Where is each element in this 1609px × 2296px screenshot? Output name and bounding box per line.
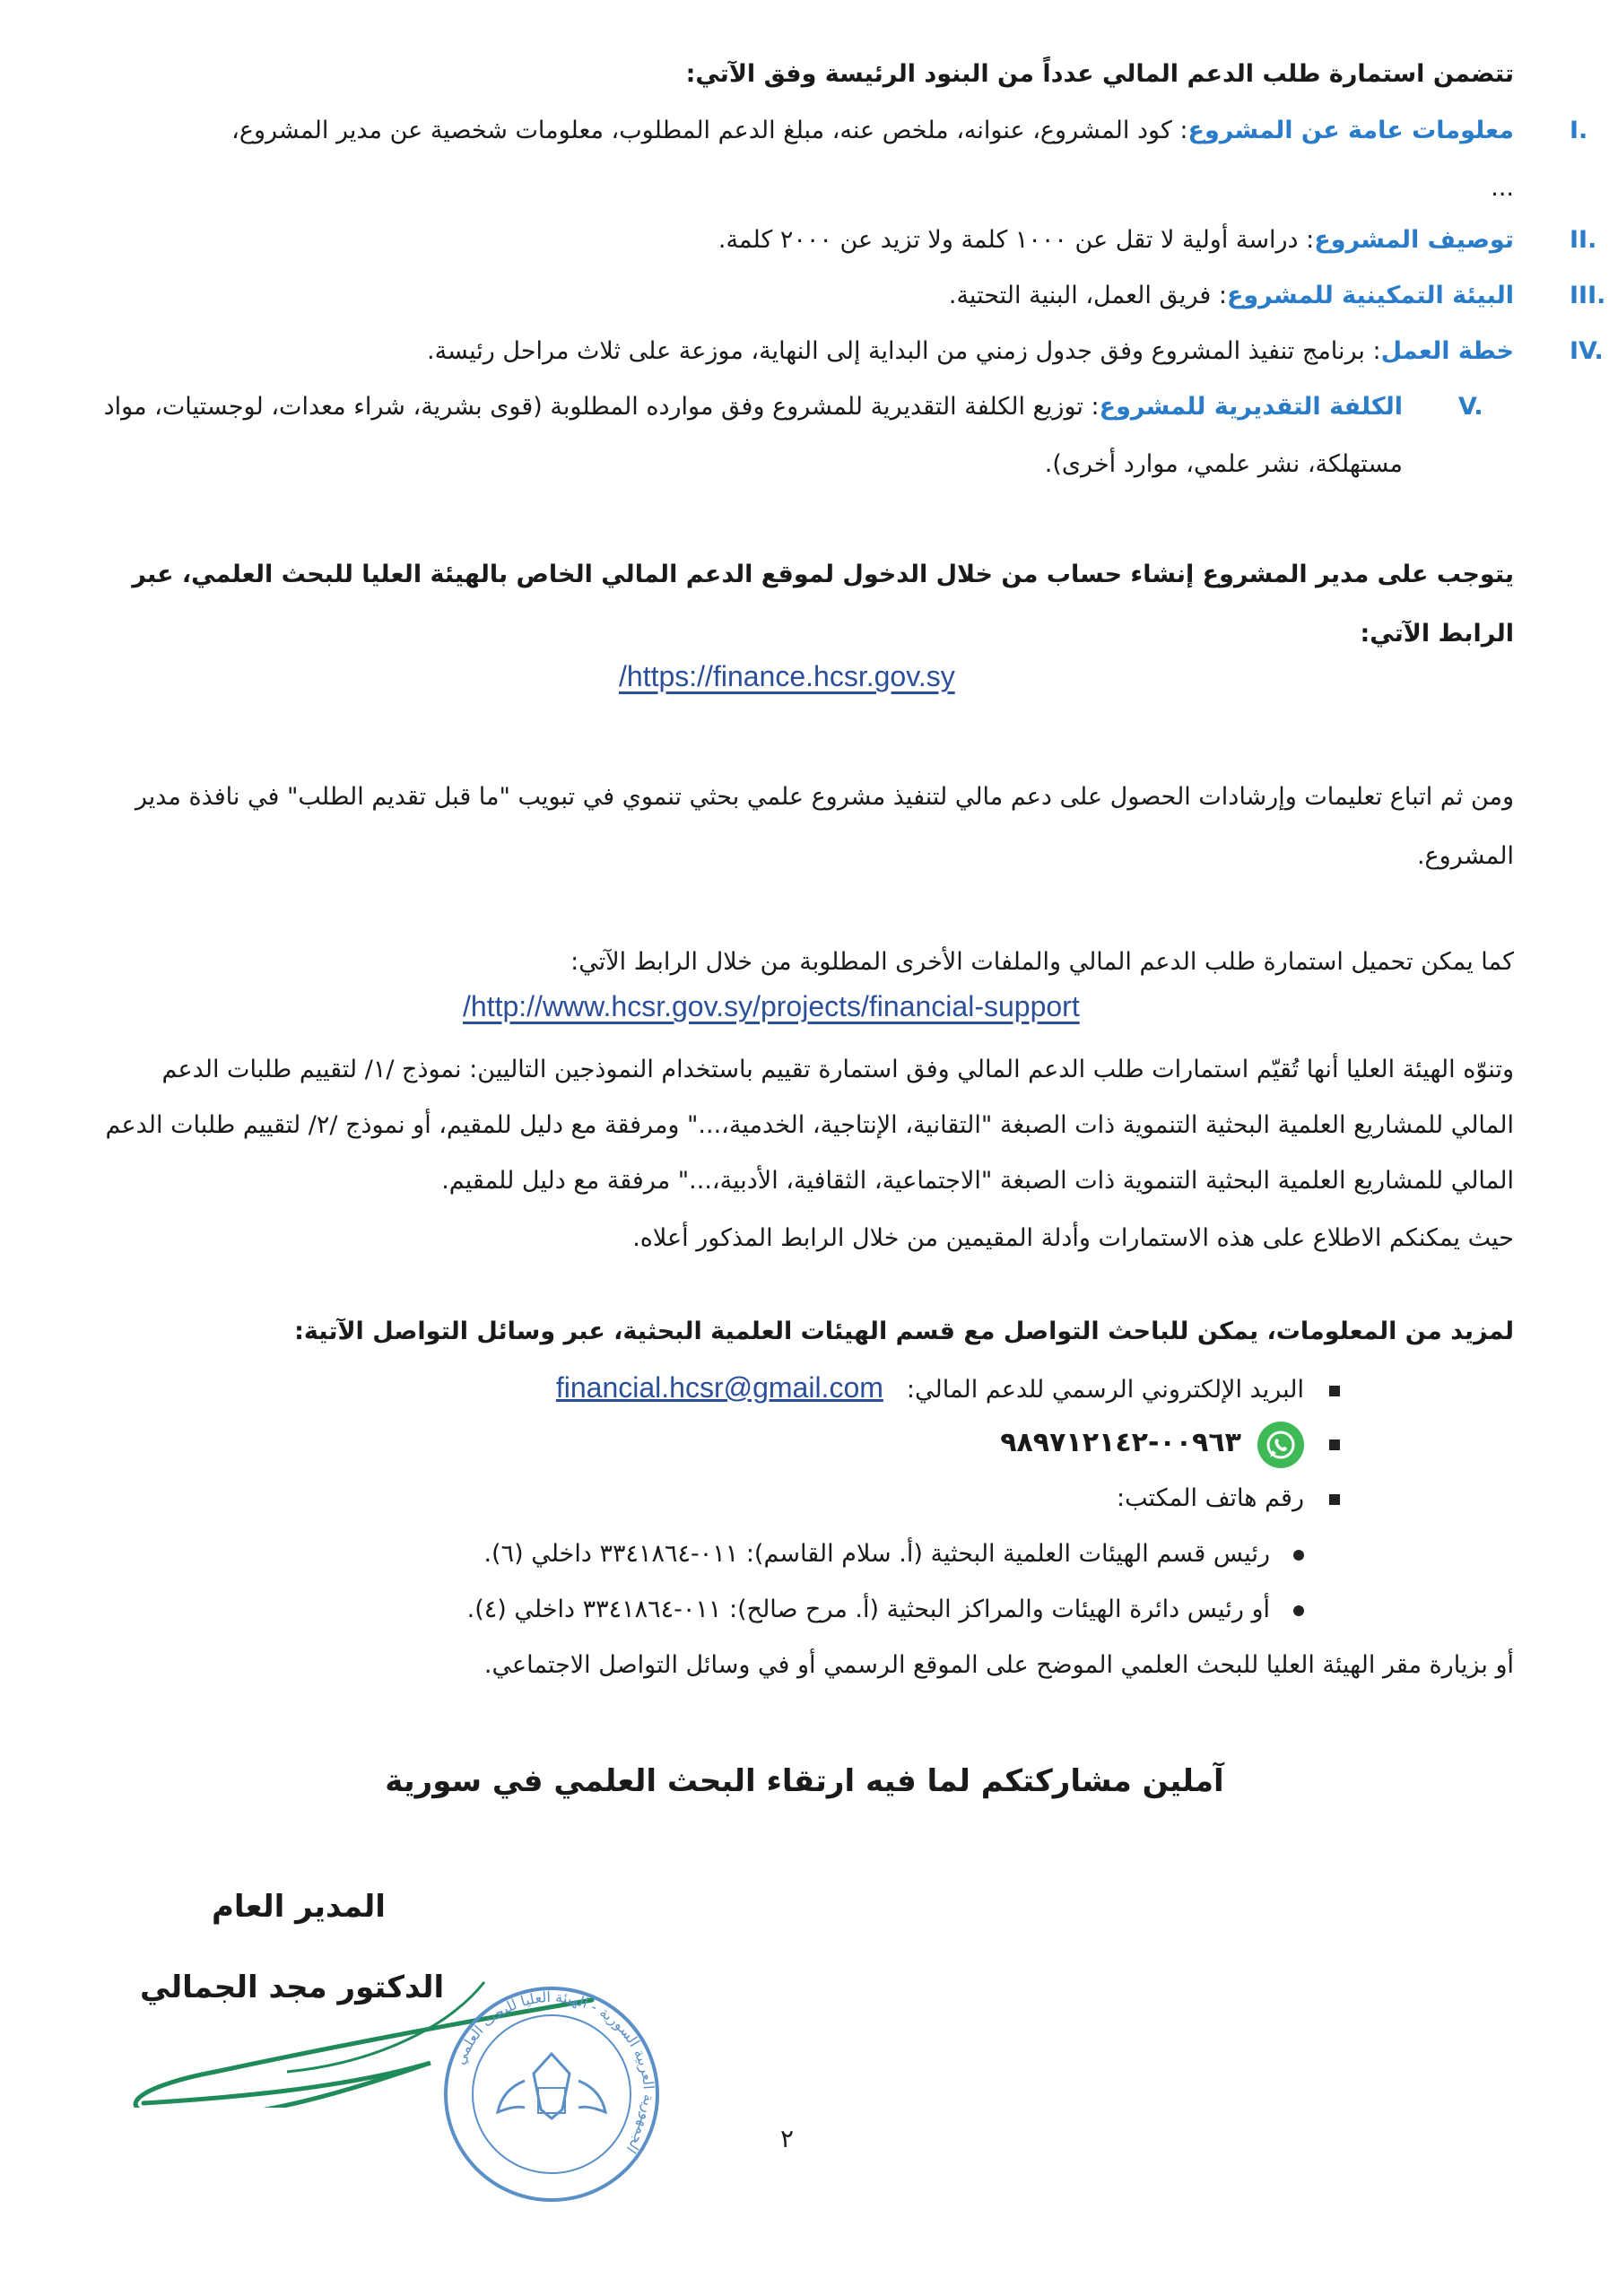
contact-whatsapp-row xyxy=(95,1415,1340,1472)
phone-item-1-text: رئيس قسم الهيئات العلمية البحثية (أ. سلام القاسم): ٠١١-٣٣٤١٨٦٤ داخلي (٦). xyxy=(483,1540,1270,1568)
evaluation-paragraph: وتنوّه الهيئة العليا أنها تُقيّم استمارات طلب الدعم المالي وفق استمارة تقييم باستخدام النموذجين التاليين: نموذج /١/ لتقييم طلبات الدعم المالي للمشاريع العلمية البحثية التنموية ذات الصبغة "التقانية، الإنتاجية، الخدمية،..." ومرفقة مع دليل للمقيم، أو نموذج /٢/ لتقييم طلبات الدعم المالي للمشاريع العلمية البحثية التنموية ذات الصبغة "الاجتماعية، الثقافية، الأدبية،..." مرفقة مع دليل للمقيم. xyxy=(105,1056,1514,1195)
item-5 xyxy=(95,378,1483,493)
item-4 xyxy=(206,323,1604,380)
signature-title: المدير العام xyxy=(212,1889,386,1925)
phone-item-1 xyxy=(95,1526,1304,1582)
item-5-number: V. xyxy=(1458,393,1483,421)
item-3-text: : فريق العمل، البنية التحتية. xyxy=(948,282,1227,309)
contact-heading: لمزيد من المعلومات، يمكن للباحث التواصل مع قسم الهيئات العلمية البحثية، عبر وسائل التواصل الآتية: xyxy=(294,1318,1514,1345)
item-2-text: : دراسة أولية لا تقل عن ١٠٠٠ كلمة ولا تزيد عن ٢٠٠٠ كلمة. xyxy=(718,226,1315,254)
evaluation-paragraph-2: حيث يمكنكم الاطلاع على هذه الاستمارات وأدلة المقيمين من خلال الرابط المذكور أعلاه. xyxy=(632,1224,1514,1252)
round-bullet xyxy=(1293,1550,1304,1561)
signature-name: الدكتور مجد الجمالي xyxy=(140,1970,445,2005)
square-bullet xyxy=(1329,1494,1340,1505)
financial-support-link[interactable]: /http://www.hcsr.gov.sy/projects/financial-support xyxy=(463,990,1080,1022)
contact-email-row xyxy=(95,1360,1340,1418)
item-5-title: الكلفة التقديرية للمشروع xyxy=(1099,393,1403,421)
phone-item-2 xyxy=(95,1582,1304,1638)
finance-link[interactable]: /https://finance.hcsr.gov.sy xyxy=(619,660,955,692)
contact-email-label: البريد الإلكتروني الرسمي للدعم المالي: xyxy=(906,1376,1304,1404)
item-2 xyxy=(206,212,1597,269)
instructions-paragraph: ومن ثم اتباع تعليمات وإرشادات الحصول على دعم مالي لتنفيذ مشروع علمي بحثي تنموي في تبويب "ما قبل تقديم الطلب" في نافذة مدير المشروع. xyxy=(135,783,1514,870)
closing-line: آملين مشاركتكم لما فيه ارتقاء البحث العلمي في سورية xyxy=(385,1763,1224,1799)
contact-phone-row xyxy=(95,1471,1340,1526)
item-1 xyxy=(206,102,1588,217)
intro-heading: تتضمن استمارة طلب الدعم المالي عدداً من البنود الرئيسة وفق الآتي: xyxy=(685,60,1514,88)
item-2-number: II. xyxy=(1570,226,1597,254)
official-stamp xyxy=(439,1982,664,2206)
contact-whatsapp-number: ٠٠٩٦٣-٩٨٩٧١٢١٤٢ xyxy=(1000,1427,1241,1458)
item-5-text: : توزيع الكلفة التقديرية للمشروع وفق موارده المطلوبة (قوى بشرية، شراء معدات، لوجستيات، مواد مستهلكة، نشر علمي، موارد أخرى). xyxy=(103,393,1403,478)
item-2-title: توصيف المشروع xyxy=(1314,226,1514,254)
item-1-number: I. xyxy=(1570,117,1588,144)
item-3-title: البيئة التمكينية للمشروع xyxy=(1226,282,1514,309)
contact-email-link[interactable]: financial.hcsr@gmail.com xyxy=(555,1371,883,1404)
square-bullet xyxy=(1329,1439,1340,1450)
item-3-number: III. xyxy=(1570,282,1606,309)
item-1-title: معلومات عامة عن المشروع xyxy=(1187,117,1514,144)
stamp-text: الجمهورية العربية السورية - الهيئة العليا للبحث العلمي xyxy=(450,1987,658,2157)
download-paragraph: كما يمكن تحميل استمارة طلب الدعم المالي والملفات الأخرى المطلوبة من خلال الرابط الآتي: xyxy=(570,948,1514,976)
account-paragraph: يتوجب على مدير المشروع إنشاء حساب من خلال الدخول لموقع الدعم المالي الخاص بالهيئة العليا للبحث العلمي، عبر الرابط الآتي: xyxy=(132,561,1514,648)
contact-phone-label: رقم هاتف المكتب: xyxy=(1116,1484,1304,1512)
square-bullet xyxy=(1329,1386,1340,1396)
visit-paragraph: أو بزيارة مقر الهيئة العليا للبحث العلمي الموضح على الموقع الرسمي أو في وسائل التواصل الاجتماعي. xyxy=(483,1651,1514,1679)
round-bullet xyxy=(1293,1605,1304,1616)
item-4-title: خطة العمل xyxy=(1380,337,1514,365)
item-1-text: : كود المشروع، عنوانه، ملخص عنه، مبلغ الدعم المطلوب، معلومات شخصية عن مدير المشروع، ... xyxy=(231,117,1514,202)
item-4-text: : برنامج تنفيذ المشروع وفق جدول زمني من البداية إلى النهاية، موزعة على ثلاث مراحل رئيسة. xyxy=(426,337,1381,365)
item-4-number: IV. xyxy=(1570,337,1604,365)
page-number: ٢ xyxy=(780,2124,795,2153)
item-3 xyxy=(206,267,1606,325)
whatsapp-icon xyxy=(1257,1422,1304,1468)
phone-item-2-text: أو رئيس دائرة الهيئات والمراكز البحثية (أ. مرح صالح): ٠١١-٣٣٤١٨٦٤ داخلي (٤). xyxy=(466,1596,1270,1623)
